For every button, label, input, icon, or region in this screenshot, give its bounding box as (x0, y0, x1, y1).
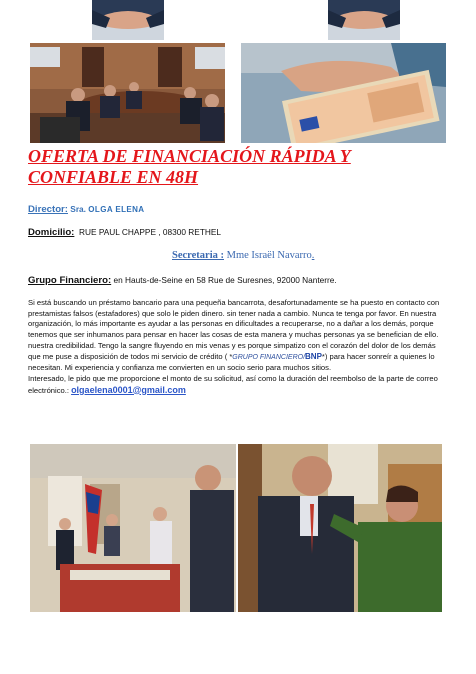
grupo-line (28, 275, 337, 286)
body-paragraph-request (28, 374, 448, 396)
body-part1: Si está buscando un préstamo bancario para una pequeña bancarrota, desafortunadamente se ha puesto en contacto con prestamistas falsos (estafadores) que solo le piden dinero. sin tener nada a cambio. Nunca te tenga por favor. En nuestra organización, lo más importante es ayudar a las personas en dificultades a recuperarse, no a dañar a los demás, porque tenemos que ser inhumanos para pensar en hacer las cosas de esta manera y muchas personas ya se benefician de ello. nuestra credibilidad. Tengo la sangre fluyendo en mis venas y es porque simpatizo con el corazón del dolor de los demás que me puse a disposición de todos mi servicio de crédito ( * (28, 298, 440, 361)
bnp-brand: BNP (305, 351, 322, 361)
secretaria-line (172, 250, 314, 261)
bnp-group: GRUPO FINANCIERO/ (232, 353, 306, 361)
ceremony-photo-right (238, 444, 442, 612)
grupo-label: Grupo Financiero: (28, 275, 112, 286)
ceremony-photo-left (30, 444, 236, 612)
director-label: Director: (28, 204, 68, 215)
email-link[interactable]: olgaelena0001@gmail.com (71, 384, 186, 395)
director-line (28, 204, 144, 215)
domicilio-value: RUE PAUL CHAPPE , 08300 RETHEL (79, 227, 222, 237)
body-paragraph-main (28, 298, 448, 374)
bnp-logo (232, 351, 322, 361)
body-text (28, 298, 448, 396)
director-prefix: Sra. (70, 204, 86, 214)
director-name: OLGA ELENA (88, 205, 145, 214)
secretaria-label: Secretaria : (172, 250, 224, 261)
body-part2: *) para hacer sonreír a quienes lo necesitan. Mi experiencia y confianza me convierten en un socio serio para muchos sitios. (28, 351, 435, 373)
handshake-photo-right (328, 0, 400, 40)
body-part3: Interesado, le pido que me proporcione el monto de su solicitud, así como la duración del reembolso de la parte de correo electrónico.: (28, 373, 438, 395)
secretaria-punct: . (311, 250, 315, 261)
domicilio-line (28, 227, 221, 238)
grupo-value: en Hauts-de-Seine en 58 Rue de Suresnes, 92000 Nanterre. (113, 275, 337, 285)
secretaria-value: Mme Israël Navarro (226, 250, 312, 261)
meeting-room-photo (30, 43, 225, 143)
domicilio-label: Domicilio: (28, 227, 75, 238)
handshake-photo-left (92, 0, 164, 40)
money-photo (241, 43, 446, 143)
page-title: OFERTA DE FINANCIACIÓN RÁPIDA Y CONFIABLE EN 48H (28, 146, 351, 187)
